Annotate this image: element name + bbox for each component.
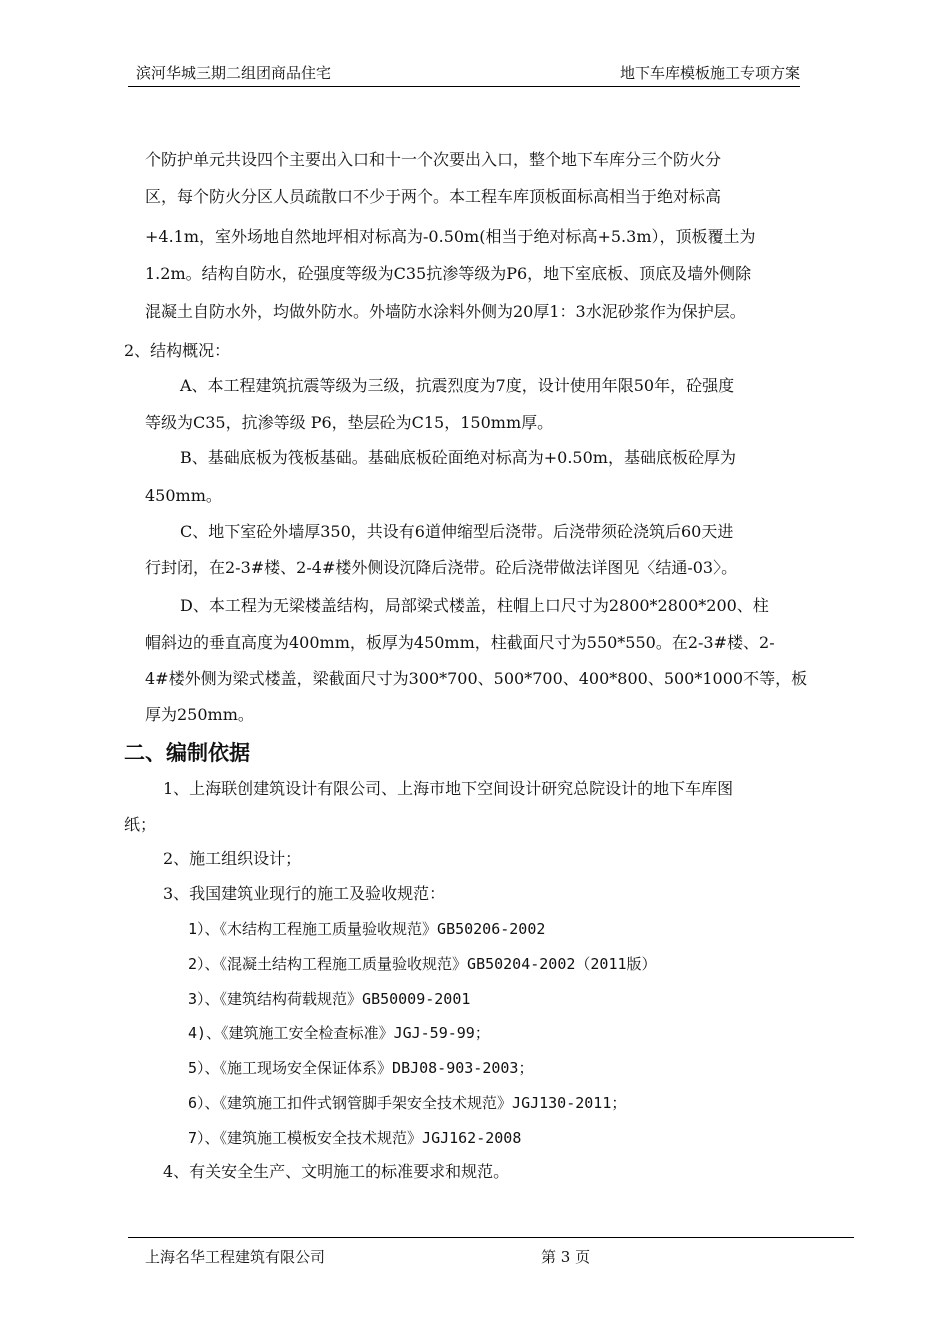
norm-item: 6）、《建筑施工扣件式钢管脚手架安全技术规范》JGJ130-2011； [188, 1094, 627, 1112]
paragraph-line: 1.2m。结构自防水，砼强度等级为C35抗渗等级为P6，地下室底板、顶底及墙外侧除 [145, 264, 752, 283]
paragraph-line: 等级为C35，抗渗等级 P6，垫层砼为C15，150mm厚。 [145, 413, 554, 432]
footer-company: 上海名华工程建筑有限公司 [145, 1248, 326, 1266]
paragraph-line: 4#楼外侧为梁式楼盖，梁截面尺寸为300*700、500*700、400*800、500*1000不等，板 [145, 669, 808, 688]
list-item: 2、施工组织设计； [163, 849, 302, 868]
paragraph-line: 帽斜边的垂直高度为400mm，板厚为450mm，柱截面尺寸为550*550。在2-3#楼、2- [145, 633, 775, 652]
list-item: 3、我国建筑业现行的施工及验收规范： [163, 884, 446, 903]
section-subtitle: 2、结构概况： [124, 341, 231, 360]
paragraph-line: 行封闭，在2-3#楼、2-4#楼外侧设沉降后浇带。砼后浇带做法详图见〈结通-03〉。 [145, 558, 738, 577]
norm-item: 2）、《混凝土结构工程施工质量验收规范》GB50204-2002（2011版） [188, 955, 657, 973]
paragraph-line: D、本工程为无梁楼盖结构，局部梁式楼盖，柱帽上口尺寸为2800*2800*200、柱 [180, 596, 769, 615]
norm-item: 1）、《木结构工程施工质量验收规范》GB50206-2002 [188, 920, 546, 938]
paragraph-line: 450mm。 [145, 486, 222, 505]
list-item: 4、有关安全生产、文明施工的标准要求和规范。 [163, 1162, 510, 1181]
list-item: 1、上海联创建筑设计有限公司、上海市地下空间设计研究总院设计的地下车库图 [163, 779, 734, 798]
footer-page-number: 第 3 页 [541, 1248, 591, 1266]
paragraph-line: B、基础底板为筏板基础。基础底板砼面绝对标高为+0.50m，基础底板砼厚为 [180, 448, 736, 467]
paragraph-line: A、本工程建筑抗震等级为三级，抗震烈度为7度，设计使用年限50年，砼强度 [180, 376, 735, 395]
header-project-name: 滨河华城三期二组团商品住宅 [136, 64, 332, 82]
section-heading: 二、编制依据 [124, 741, 250, 765]
paragraph-line: +4.1m，室外场地自然地坪相对标高为-0.50m(相当于绝对标高+5.3m），顶板覆土为 [145, 227, 756, 246]
list-item-continuation: 纸； [124, 815, 157, 834]
paragraph-line: 厚为250mm。 [145, 705, 254, 724]
paragraph-line: 区，每个防火分区人员疏散口不少于两个。本工程车库顶板面标高相当于绝对标高 [145, 187, 722, 206]
norm-item: 5）、《施工现场安全保证体系》DBJ08-903-2003； [188, 1059, 534, 1077]
paragraph-line: C、地下室砼外墙厚350，共设有6道伸缩型后浇带。后浇带须砼浇筑后60天进 [180, 522, 734, 541]
header-document-title: 地下车库模板施工专项方案 [619, 64, 800, 82]
norm-item: 7）、《建筑施工模板安全技术规范》JGJ162-2008 [188, 1129, 522, 1147]
paragraph-line: 个防护单元共设四个主要出入口和十一个次要出入口，整个地下车库分三个防火分 [145, 150, 722, 169]
paragraph-line: 混凝土自防水外，均做外防水。外墙防水涂料外侧为20厚1：3水泥砂浆作为保护层。 [145, 302, 746, 321]
page-header [128, 60, 800, 87]
norm-item: 4)、《建筑施工安全检查标准》JGJ-59-99； [188, 1024, 490, 1042]
footer-divider [128, 1237, 854, 1238]
norm-item: 3）、《建筑结构荷载规范》GB50009-2001 [188, 990, 471, 1008]
